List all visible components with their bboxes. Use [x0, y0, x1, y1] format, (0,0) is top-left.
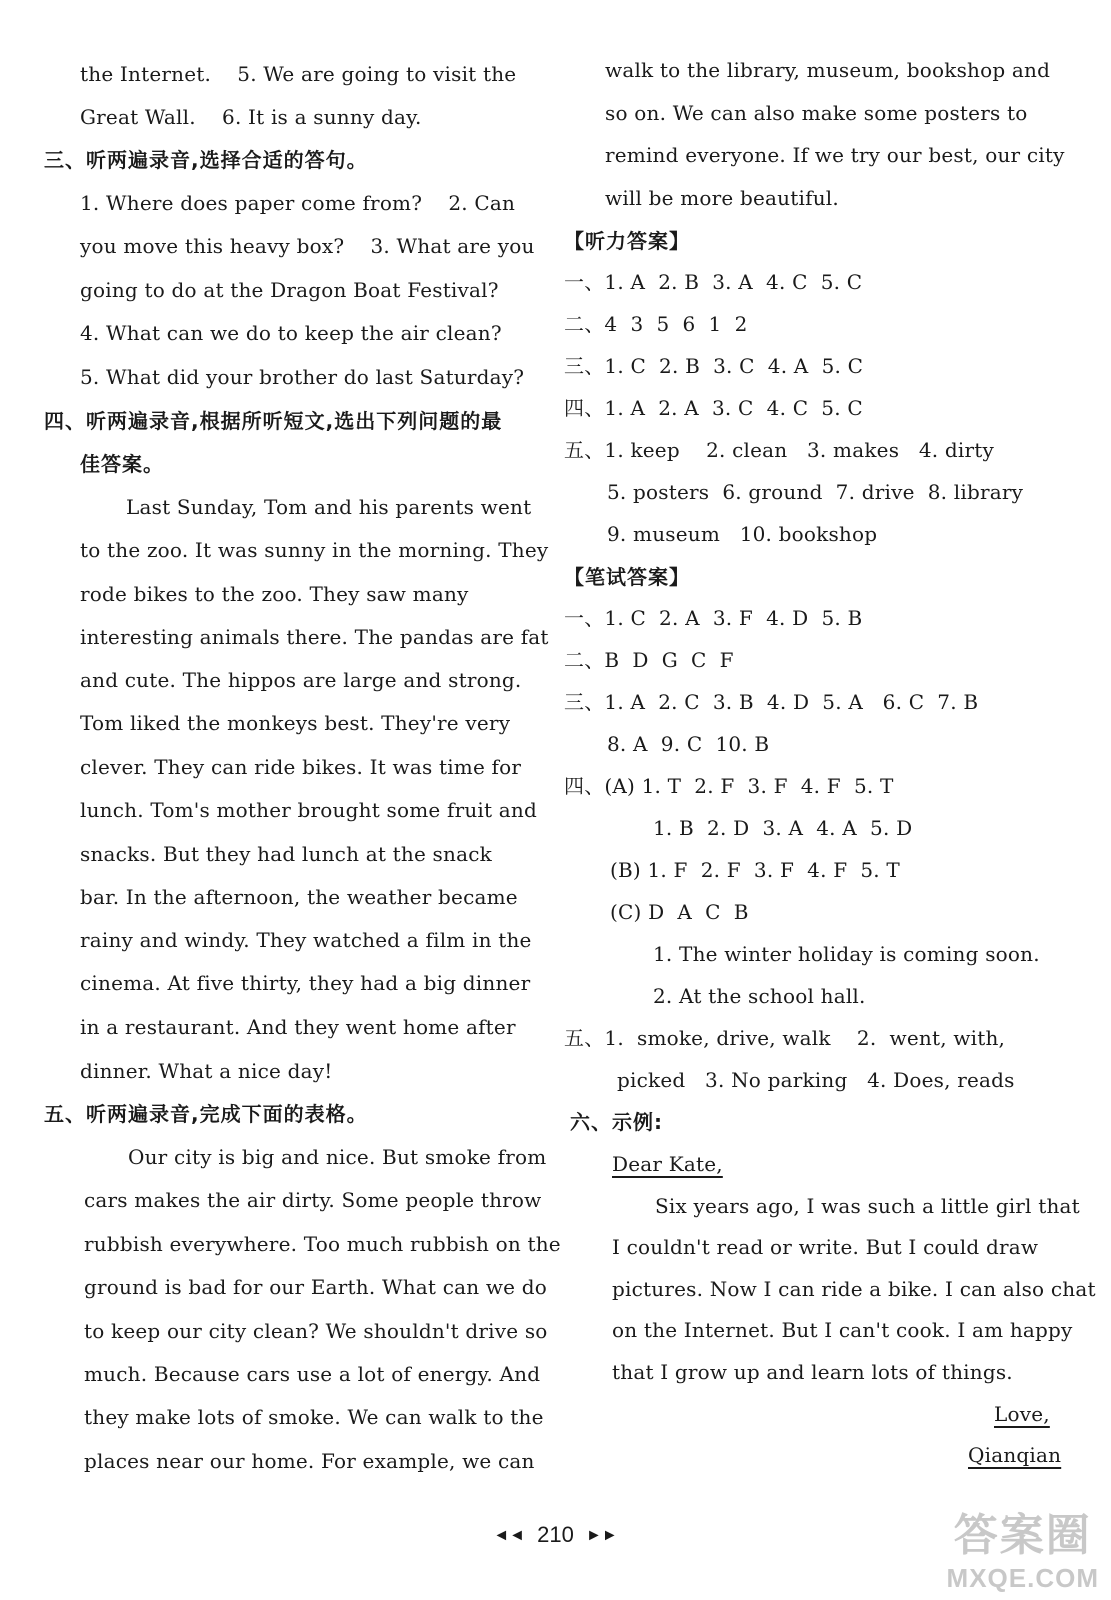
text-line: 5. What did your brother do last Saturday?	[80, 365, 525, 389]
answer-line: 8. A 9. C 10. B	[607, 732, 770, 756]
paragraph-line: cars makes the air dirty. Some people throw	[84, 1188, 542, 1212]
paragraph-line: Tom liked the monkeys best. They're very	[80, 711, 511, 735]
paragraph-line: remind everyone. If we try our best, our city	[605, 143, 1065, 167]
watermark-url: MXQE.COM	[946, 1563, 1099, 1593]
listening-answers-title: 【听力答案】	[564, 229, 690, 253]
answer-line: (B) 1. F 2. F 3. F 4. F 5. T	[610, 858, 900, 882]
paragraph-line: so on. We can also make some posters to	[605, 101, 1028, 125]
letter-signature: Qianqian	[968, 1443, 1062, 1467]
paragraph-line: to keep our city clean? We shouldn't drive so	[84, 1319, 548, 1343]
page-number: 210	[537, 1522, 574, 1547]
paragraph-line: in a restaurant. And they went home after	[80, 1015, 516, 1039]
letter-line: on the Internet. But I can't cook. I am happy	[612, 1318, 1073, 1342]
text-line: the Internet. 5. We are going to visit the	[80, 62, 517, 86]
paragraph-line: walk to the library, museum, bookshop and	[605, 58, 1051, 82]
paragraph-line: Last Sunday, Tom and his parents went	[126, 495, 532, 519]
answer-line: 三、1. C 2. B 3. C 4. A 5. C	[564, 354, 864, 378]
text-line: 1. Where does paper come from? 2. Can	[80, 191, 516, 215]
letter-greeting: Dear Kate,	[612, 1152, 723, 1176]
letter-line: that I grow up and learn lots of things.	[612, 1360, 1013, 1384]
answer-line: 五、1. keep 2. clean 3. makes 4. dirty	[564, 438, 994, 462]
answer-line: 9. museum 10. bookshop	[607, 522, 878, 546]
paragraph-line: snacks. But they had lunch at the snack	[80, 842, 492, 866]
paragraph-line: rode bikes to the zoo. They saw many	[80, 582, 469, 606]
page-footer	[0, 1522, 1111, 1548]
answer-line: 二、B D G C F	[564, 648, 734, 672]
paragraph-line: rubbish everywhere. Too much rubbish on the	[84, 1232, 561, 1256]
next-arrows-icon: ►►	[585, 1527, 618, 1545]
section-4-title: 四、听两遍录音,根据所听短文,选出下列问题的最	[44, 409, 503, 433]
answer-line: 一、1. C 2. A 3. F 4. D 5. B	[564, 606, 863, 630]
section-4-title-cont: 佳答案。	[80, 452, 164, 476]
letter-line: I couldn't read or write. But I could draw	[612, 1235, 1039, 1259]
answer-line: 三、1. A 2. C 3. B 4. D 5. A 6. C 7. B	[564, 690, 979, 714]
text-line: 4. What can we do to keep the air clean?	[80, 321, 502, 345]
section-3-title: 三、听两遍录音,选择合适的答句。	[44, 148, 368, 172]
paragraph-line: lunch. Tom's mother brought some fruit and	[80, 798, 538, 822]
letter-line: Six years ago, I was such a little girl that	[655, 1194, 1080, 1218]
paragraph-line: interesting animals there. The pandas are fat	[80, 625, 549, 649]
paragraph-line: cinema. At five thirty, they had a big dinner	[80, 971, 531, 995]
paragraph-line: much. Because cars use a lot of energy. And	[84, 1362, 541, 1386]
paragraph-line: clever. They can ride bikes. It was time for	[80, 755, 522, 779]
answer-line: picked 3. No parking 4. Does, reads	[617, 1068, 1015, 1092]
section-5-title: 五、听两遍录音,完成下面的表格。	[44, 1102, 368, 1126]
answer-line: 5. posters 6. ground 7. drive 8. library	[607, 480, 1024, 504]
answer-line: (C) D A C B	[610, 900, 749, 924]
paragraph-line: to the zoo. It was sunny in the morning. They	[80, 538, 549, 562]
letter-closing: Love,	[994, 1402, 1050, 1426]
answer-line: 2. At the school hall.	[653, 984, 866, 1008]
watermark-logo	[947, 1499, 1099, 1594]
paragraph-line: bar. In the afternoon, the weather became	[80, 885, 518, 909]
paragraph-line: they make lots of smoke. We can walk to the	[84, 1405, 544, 1429]
answer-line: 五、1. smoke, drive, walk 2. went, with,	[564, 1026, 1006, 1050]
answer-line: 1. B 2. D 3. A 4. A 5. D	[653, 816, 913, 840]
answer-line: 四、(A) 1. T 2. F 3. F 4. F 5. T	[564, 774, 894, 798]
letter-line: pictures. Now I can ride a bike. I can also chat	[612, 1277, 1096, 1301]
answer-line: 二、4 3 5 6 1 2	[564, 312, 748, 336]
paragraph-line: will be more beautiful.	[605, 186, 839, 210]
paragraph-line: places near our home. For example, we can	[84, 1449, 535, 1473]
text-line: going to do at the Dragon Boat Festival?	[80, 278, 499, 302]
answer-line: 一、1. A 2. B 3. A 4. C 5. C	[564, 270, 863, 294]
written-answers-title: 【笔试答案】	[564, 565, 690, 589]
paragraph-line: and cute. The hippos are large and strong.	[80, 668, 522, 692]
paragraph-line: Our city is big and nice. But smoke from	[128, 1145, 547, 1169]
text-line: you move this heavy box? 3. What are you	[80, 234, 535, 258]
answer-line: 四、1. A 2. A 3. C 4. C 5. C	[564, 396, 863, 420]
answer-line: 1. The winter holiday is coming soon.	[653, 942, 1040, 966]
watermark-text: 答案圈	[953, 1511, 1092, 1560]
section-6-title: 六、示例:	[570, 1110, 663, 1134]
prev-arrows-icon: ◄◄	[493, 1527, 526, 1545]
paragraph-line: ground is bad for our Earth. What can we do	[84, 1275, 548, 1299]
paragraph-line: rainy and windy. They watched a film in the	[80, 928, 532, 952]
text-line: Great Wall. 6. It is a sunny day.	[80, 105, 422, 129]
paragraph-line: dinner. What a nice day!	[80, 1059, 333, 1083]
